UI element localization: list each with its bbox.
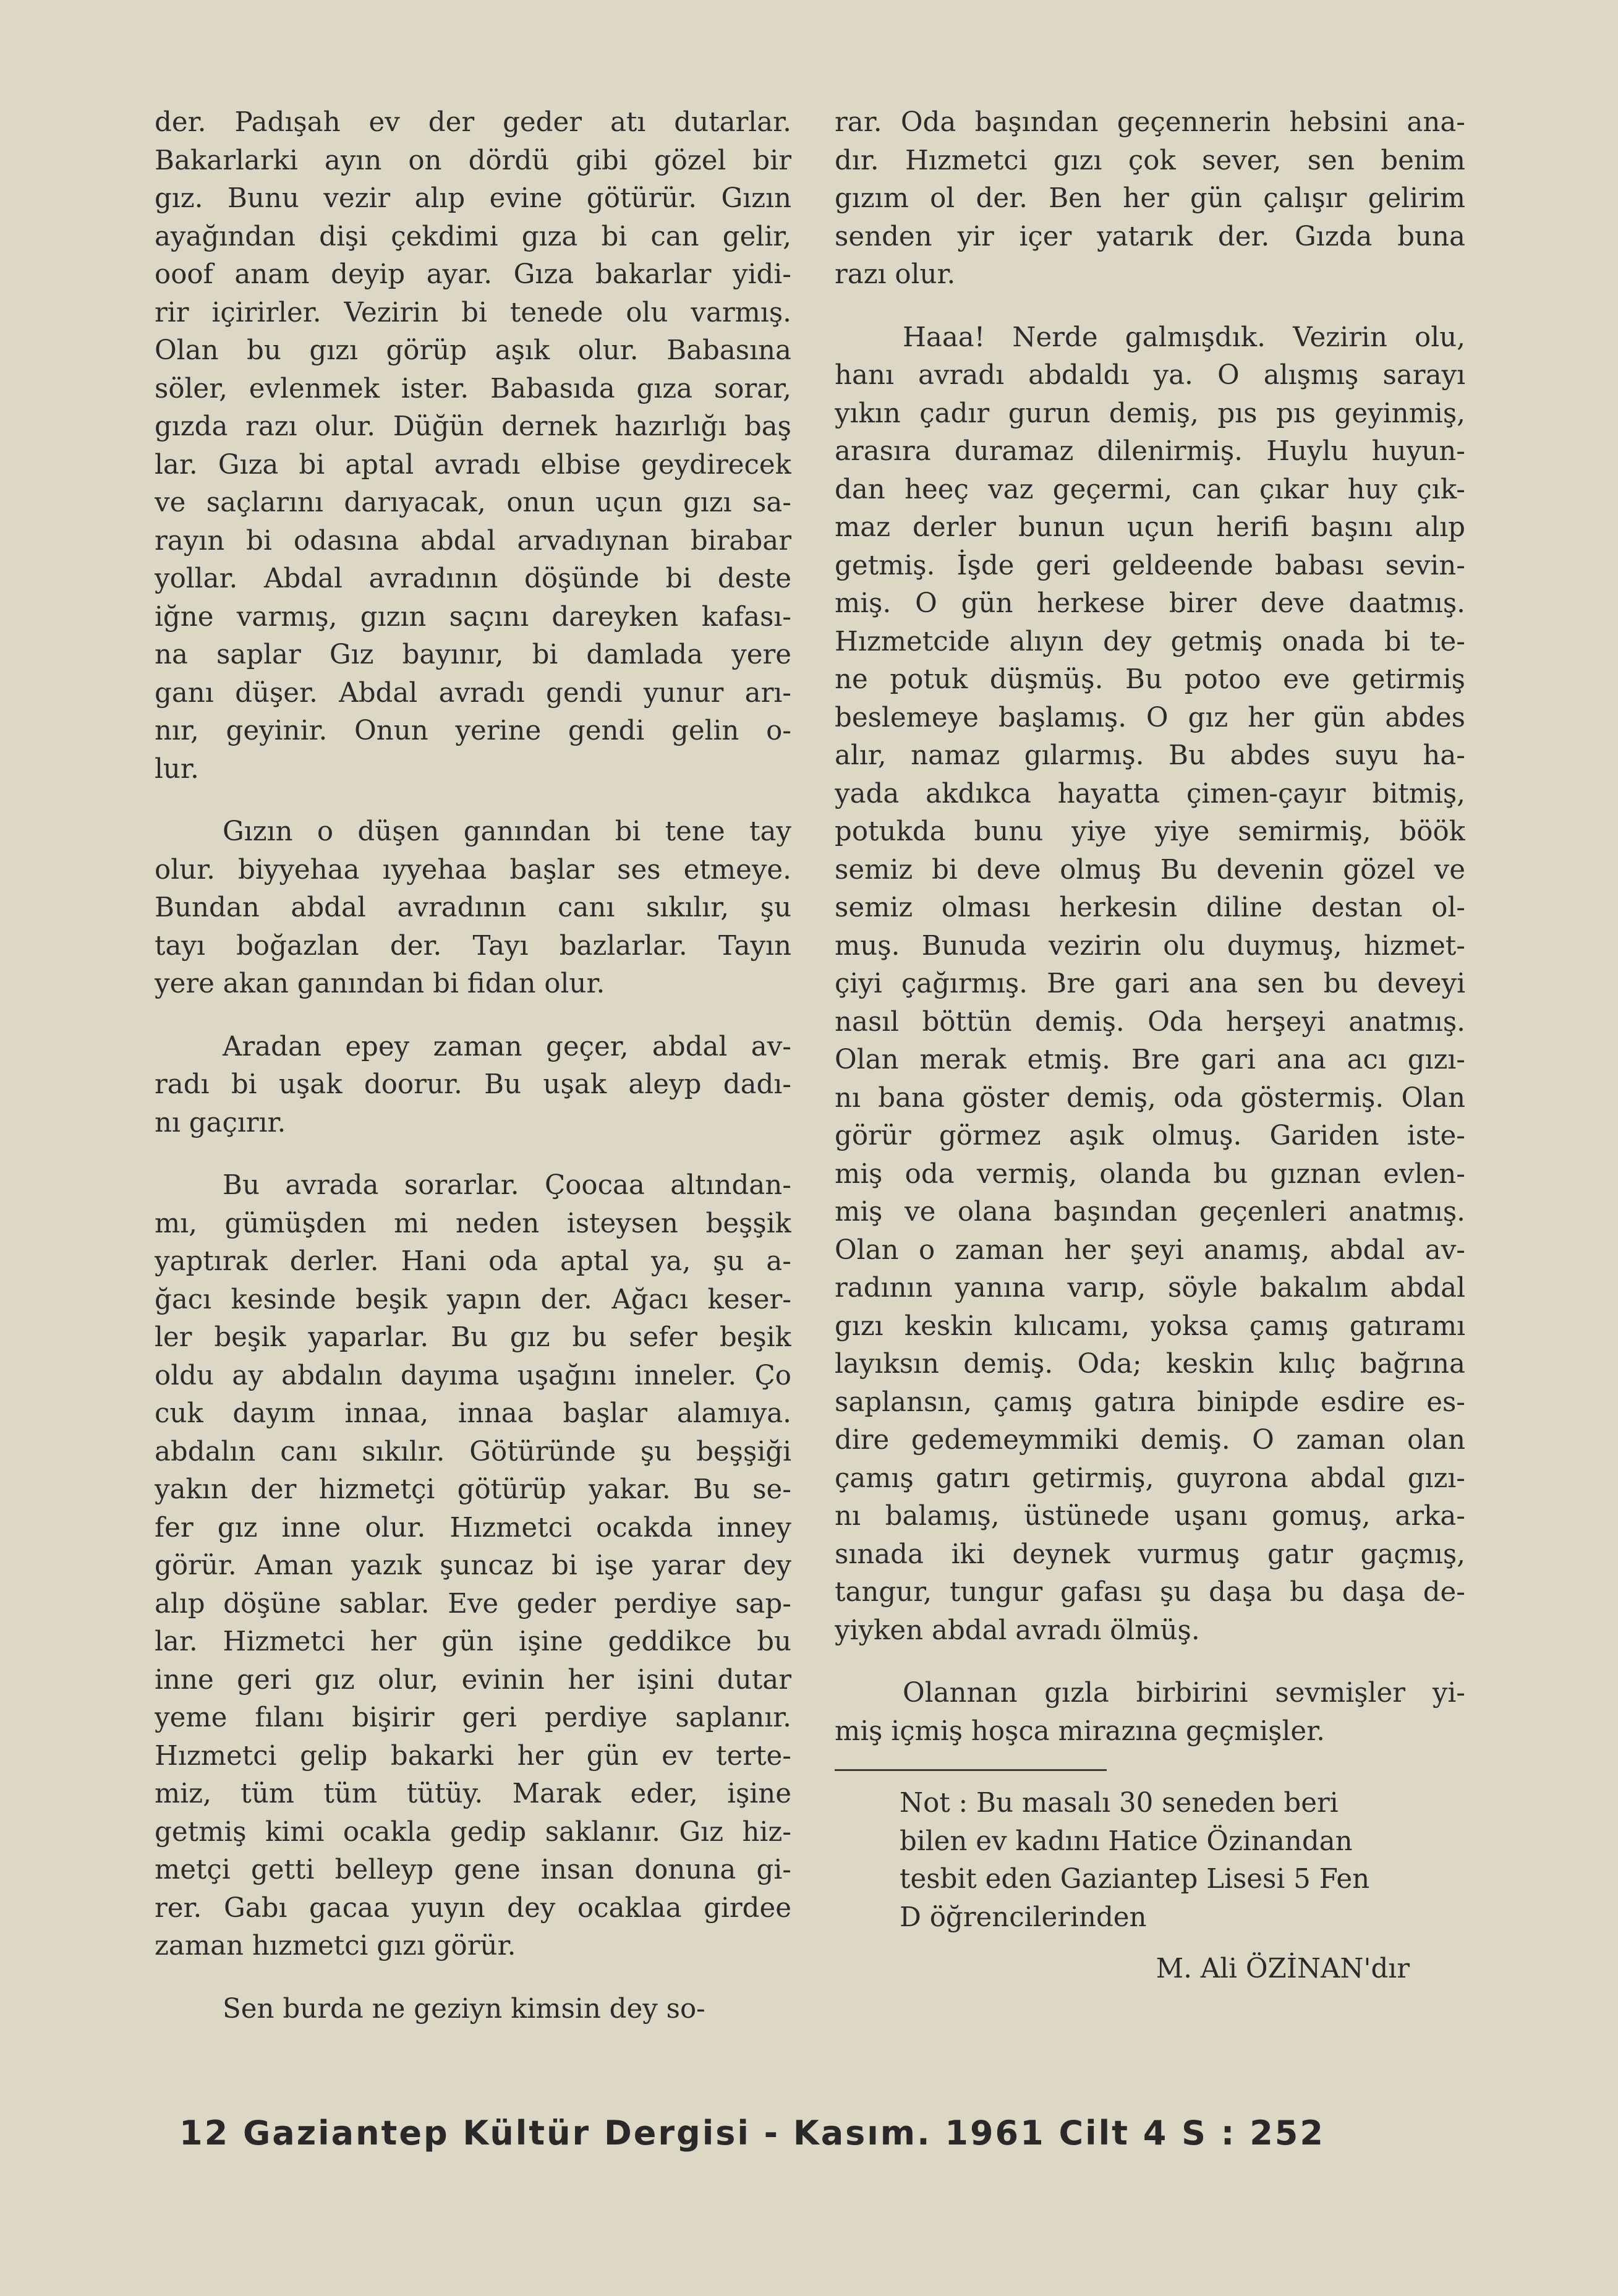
text-line: lur.: [155, 753, 199, 785]
text-line: tangur, tungur gafası şu daşa bu daşa de-: [835, 1577, 1465, 1608]
note-line: tesbit eden Gaziantep Lisesi 5 Fen: [900, 1864, 1370, 1895]
text-line: semiz bi deve olmuş Bu devenin gözel ve: [835, 854, 1465, 886]
text-line: getmiş kimi ocakla gedip saklanır. Gız hiz-: [155, 1816, 791, 1848]
text-line: beslemeye başlamış. O gız her gün abdes: [835, 702, 1465, 733]
paragraph: [155, 1991, 791, 2029]
text-line: semiz olması herkesin diline destan ol-: [835, 892, 1465, 923]
text-line: yada akdıkca hayatta çimen-çayır bitmiş,: [835, 778, 1465, 809]
text-line: abdalın canı sıkılır. Götüründe şu beşşiği: [155, 1436, 791, 1467]
text-line: gızda razı olur. Düğün dernek hazırlığı baş: [155, 411, 791, 442]
text-line: miz, tüm tüm tütüy. Marak eder, işine: [155, 1778, 791, 1809]
text-line: iğne varmış, gızın saçını dareyken kafası-: [155, 601, 791, 633]
author-signature: M. Ali ÖZİNAN'dır: [1156, 1953, 1410, 1984]
text-line: ne potuk düşmüş. Bu potoo eve getirmiş: [835, 664, 1465, 695]
right-column: [835, 104, 1465, 1989]
text-line: Olannan gızla birbirini sevmişler yi-: [903, 1678, 1465, 1709]
text-line: nasıl böttün demiş. Oda herşeyi anatmış.: [835, 1006, 1465, 1038]
text-line: metçi getti belleyp gene insan donuna gi-: [155, 1854, 791, 1885]
text-line: yere akan ganından bi fidan olur.: [155, 968, 605, 999]
paragraph: [155, 1028, 791, 1143]
text-line: ooof anam deyip ayar. Gıza bakarlar yidi-: [155, 259, 791, 290]
source-note: [835, 1785, 1465, 1937]
text-line: rir içirirler. Vezirin bi tenede olu varmış.: [155, 297, 791, 328]
text-line: yollar. Abdal avradının döşünde bi deste: [155, 563, 791, 594]
text-line: razı olur.: [835, 259, 956, 290]
text-line: ayağından dişi çekdimi gıza bi can gelir,: [155, 221, 791, 252]
text-line: arasıra duramaz dilenirmiş. Huylu huyun-: [835, 436, 1465, 467]
text-line: yeme fılanı bişirir geri perdiye saplanır.: [155, 1702, 791, 1733]
text-line: der. Padışah ev der geder atı dutarlar.: [155, 107, 791, 138]
text-line: Sen burda ne geziyn kimsin dey so-: [223, 1993, 705, 2025]
text-line: alır, namaz gılarmış. Bu abdes suyu ha-: [835, 740, 1465, 771]
text-line: tayı boğazlan der. Tayı bazlarlar. Tayın: [155, 930, 791, 962]
note-divider: [835, 1769, 1107, 1771]
text-line: miş oda vermiş, olanda bu gıznan evlen-: [835, 1158, 1465, 1190]
text-line: miş ve olana başından geçenleri anatmış.: [835, 1197, 1465, 1227]
text-line: radı bi uşak doorur. Bu uşak aleyp dadı-: [155, 1069, 791, 1100]
text-line: gız. Bunu vezir alıp evine götürür. Gızın: [155, 183, 791, 214]
text-line: Hızmetci gelip bakarki her gün ev terte-: [155, 1740, 791, 1772]
text-line: dire gedemeymmiki demiş. O zaman olan: [835, 1425, 1465, 1456]
text-line: lar. Hizmetci her gün işine geddikce bu: [155, 1626, 791, 1657]
text-line: zaman hızmetci gızı görür.: [155, 1931, 516, 1961]
text-line: nı balamış, üstünede uşanı gomuş, arka-: [835, 1501, 1465, 1532]
text-line: sınada iki deynek vurmuş gatır gaçmış,: [835, 1538, 1465, 1570]
text-line: miş. O gün herkese birer deve daatmış.: [835, 588, 1465, 619]
paragraph: [155, 813, 791, 1004]
text-line: dan heeç vaz geçermi, can çıkar huy çık-: [835, 474, 1465, 505]
text-line: Gızın o düşen ganından bi tene tay: [223, 816, 791, 847]
text-line: dır. Hızmetci gızı çok sever, sen benim: [835, 145, 1465, 176]
text-line: ganı düşer. Abdal avradı gendi yunur arı-: [155, 677, 791, 709]
text-line: görür. Aman yazık şuncaz bi işe yarar dey: [155, 1550, 791, 1581]
text-line: yakın der hizmetçi götürüp yakar. Bu se-: [155, 1474, 791, 1505]
page-footer: 12 Gaziantep Kültür Dergisi - Kasım. 1961 Cilt 4 S : 252: [179, 2114, 1325, 2153]
text-line: Haaa! Nerde galmışdık. Vezirin olu,: [903, 322, 1465, 353]
text-line: inne geri gız olur, evinin her işini dutar: [155, 1664, 791, 1696]
text-line: potukda bunu yiye yiye semirmiş, böök: [835, 816, 1465, 847]
text-line: Bundan abdal avradının canı sıkılır, şu: [155, 892, 791, 923]
text-line: Hızmetcide alıyın dey getmiş onada bi te-: [835, 626, 1465, 657]
text-line: layıksın demiş. Oda; keskin kılıç bağrına: [835, 1349, 1465, 1380]
left-column: [155, 104, 791, 2028]
text-line: mı, gümüşden mi neden isteysen beşşik: [155, 1208, 791, 1239]
text-line: Bu avrada sorarlar. Çoocaa altından-: [223, 1170, 791, 1201]
text-line: nı gaçırır.: [155, 1107, 286, 1138]
paragraph: [155, 104, 791, 788]
text-line: senden yir içer yatarık der. Gızda buna: [835, 221, 1465, 252]
text-line: ve saçlarını darıyacak, onun uçun gızı sa-: [155, 487, 791, 518]
text-line: Olan o zaman her şeyi anamış, abdal av-: [835, 1234, 1465, 1266]
paragraph: [835, 319, 1465, 1650]
text-line: hanı avradı abdaldı ya. O alışmış sarayı: [835, 360, 1465, 391]
text-line: miş içmiş hoşca mirazına geçmişler.: [835, 1715, 1325, 1747]
text-line: Olan merak etmiş. Bre gari ana acı gızı-: [835, 1044, 1465, 1075]
text-line: Olan bu gızı görüp aşık olur. Babasına: [155, 335, 791, 366]
note-line: bilen ev kadını Hatice Özinandan: [900, 1825, 1353, 1857]
text-line: çamış gatırı getirmiş, guyrona abdal gızı-: [835, 1462, 1465, 1494]
text-line: çiyi çağırmış. Bre gari ana sen bu deveyi: [835, 968, 1465, 999]
text-line: alıp döşüne sablar. Eve geder perdiye sap-: [155, 1588, 791, 1620]
text-line: Aradan epey zaman geçer, abdal av-: [223, 1031, 791, 1062]
text-line: olur. biyyehaa ıyyehaa başlar ses etmeye.: [155, 854, 791, 886]
text-line: lar. Gıza bi aptal avradı elbise geydirecek: [155, 449, 791, 480]
text-line: gızı keskin kılıcamı, yoksa çamış gatıramı: [835, 1310, 1465, 1342]
text-line: maz derler bunun uçun herifi başını alıp: [835, 512, 1465, 543]
text-line: nır, geyinir. Onun yerine gendi gelin o-: [155, 715, 791, 746]
text-line: yıkın çadır gurun demiş, pıs pıs geyinmiş,: [835, 398, 1465, 429]
note-line: D öğrencilerinden: [900, 1901, 1147, 1933]
text-line: fer gız inne olur. Hızmetci ocakda inney: [155, 1512, 791, 1543]
text-line: getmiş. İşde geri geldeende babası sevin-: [835, 550, 1465, 581]
text-line: oldu ay abdalın dayıma uşağını inneler. Ço: [155, 1360, 791, 1391]
text-line: na saplar Gız bayınır, bi damlada yere: [155, 639, 791, 670]
text-line: rar. Oda başından geçennerin hebsini ana-: [835, 107, 1465, 138]
text-line: cuk dayım innaa, innaa başlar alamıya.: [155, 1398, 791, 1429]
text-line: ler beşik yaparlar. Bu gız bu sefer beşik: [155, 1322, 791, 1353]
text-line: radının yanına varıp, söyle bakalım abdal: [835, 1273, 1465, 1304]
paragraph: [835, 1675, 1465, 1751]
paragraph: [155, 1167, 791, 1966]
text-line: yiyken abdal avradı ölmüş.: [835, 1615, 1200, 1646]
text-line: rayın bi odasına abdal arvadıynan birabar: [155, 525, 791, 557]
text-line: Bakarlarki ayın on dördü gibi gözel bir: [155, 145, 791, 176]
text-line: görür görmez aşık olmuş. Gariden iste-: [835, 1120, 1465, 1151]
text-line: gızım ol der. Ben her gün çalışır gelirim: [835, 183, 1465, 214]
paragraph: [835, 104, 1465, 294]
text-line: nı bana göster demiş, oda göstermiş. Olan: [835, 1082, 1465, 1114]
text-line: yaptırak derler. Hani oda aptal ya, şu a-: [155, 1246, 791, 1277]
note-line: Not : Bu masalı 30 seneden beri: [900, 1788, 1339, 1819]
text-line: rer. Gabı gacaa yuyın dey ocaklaa girdee: [155, 1892, 791, 1924]
text-line: muş. Bunuda vezirin olu duymuş, hizmet-: [835, 930, 1465, 962]
text-line: söler, evlenmek ister. Babasıda gıza sorar,: [155, 373, 791, 404]
text-line: ğacı kesinde beşik yapın der. Ağacı keser-: [155, 1284, 791, 1315]
text-line: saplansın, çamış gatıra binipde esdire es-: [835, 1386, 1465, 1418]
